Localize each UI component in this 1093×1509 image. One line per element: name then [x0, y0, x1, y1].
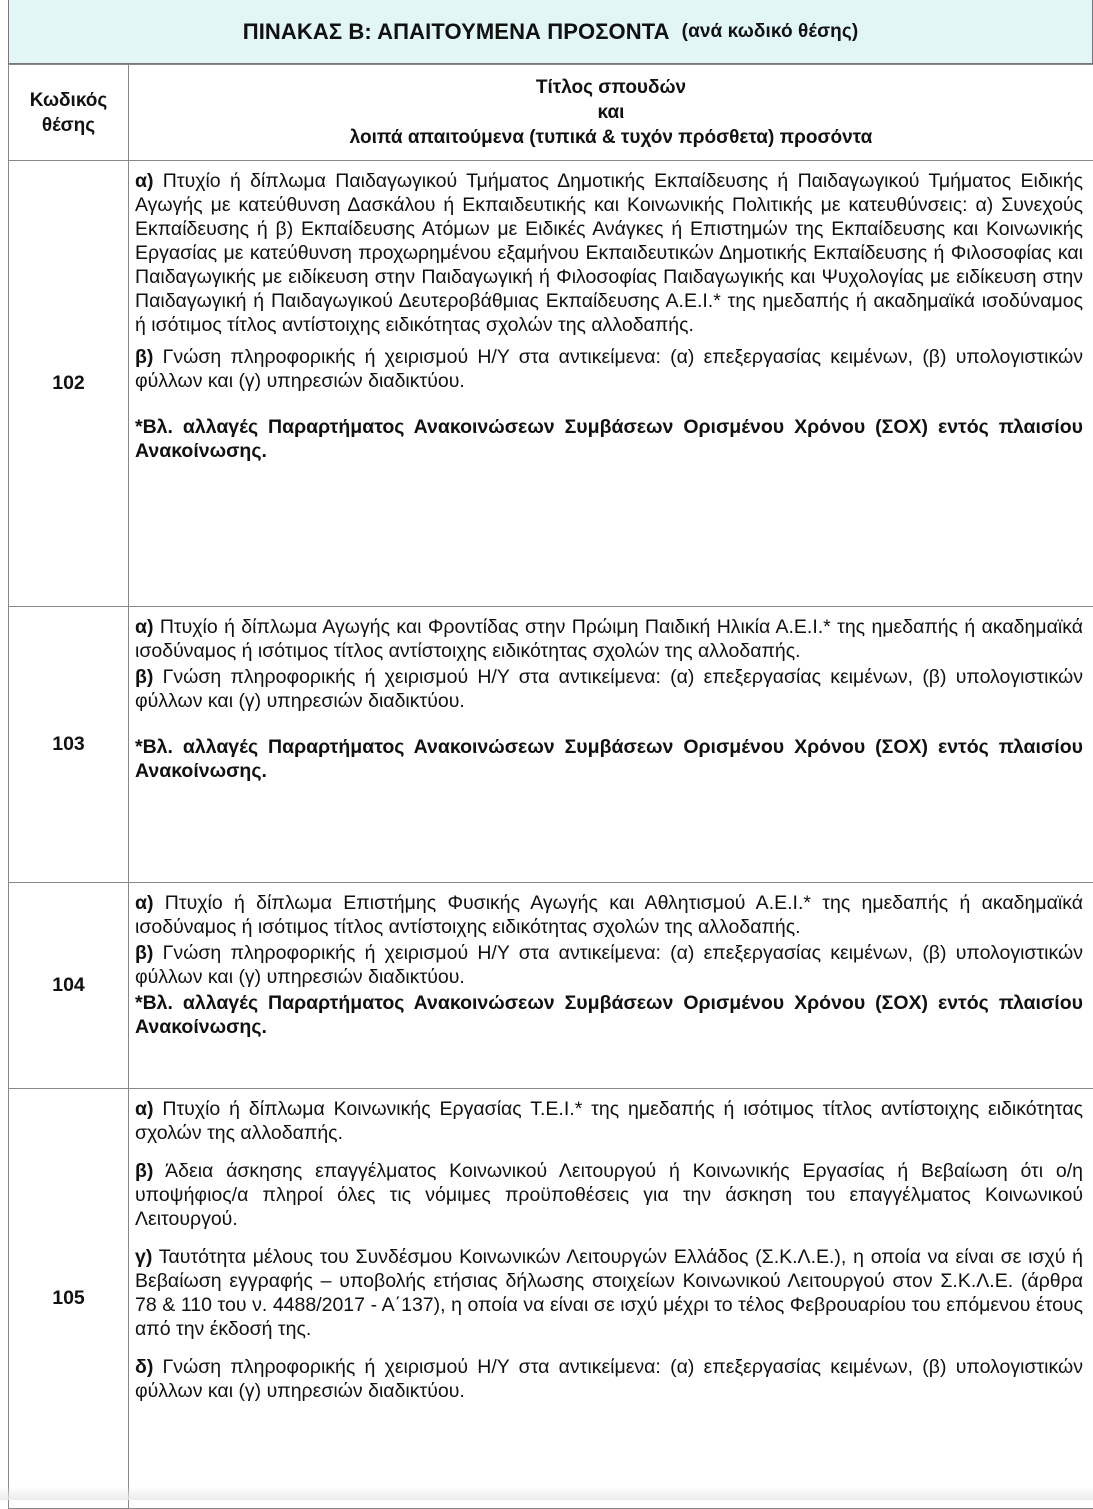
item-label: α): [135, 892, 153, 914]
item-text: Πτυχίο ή δίπλωμα Κοινωνικής Εργασίας Τ.Ε.Ι.* της ημεδαπής ή ισότιμος τίτλος αντίστοιχης ειδικότητας σχολών της αλλοδαπής.: [135, 1098, 1083, 1144]
position-code: 102: [9, 161, 129, 607]
table-row: [9, 161, 1093, 607]
item-label: β): [135, 666, 153, 688]
item-text: Γνώση πληροφορικής ή χειρισμού Η/Υ στα αντικείμενα: (α) επεξεργασίας κειμένων, (β) υπολογιστικών φύλλων και (γ) υπηρεσιών διαδικτύου.: [135, 942, 1083, 988]
changes-note: *Βλ. αλλαγές Παραρτήματος Ανακοινώσεων Συμβάσεων Ορισμένου Χρόνου (ΣΟΧ) εντός πλαισίου Ανακοίνωσης.: [135, 415, 1083, 463]
qualification-item: [135, 665, 1083, 713]
item-text: Ταυτότητα μέλους του Συνδέσμου Κοινωνικών Λειτουργών Ελλάδος (Σ.Κ.Λ.Ε.), η οποία να είναι σε ισχύ ή Βεβαίωση εγγραφής – υποβολής ετήσιας δήλωσης στοιχείων Κοινωνικού Λειτουργού στον Σ.Κ.Λ.Ε. (άρθρα 78 & 110 του ν. 4488/2017 - Α΄137), η οποία να είναι σε ισχύ μέχρι το τέλος Φεβρουαρίου του επόμενου έτους από την έκδοσή της.: [135, 1246, 1083, 1340]
item-label: δ): [135, 1356, 153, 1378]
changes-note: *Βλ. αλλαγές Παραρτήματος Ανακοινώσεων Συμβάσεων Ορισμένου Χρόνου (ΣΟΧ) εντός πλαισίου Ανακοίνωσης.: [135, 991, 1083, 1039]
table-row: [9, 883, 1093, 1089]
item-label: β): [135, 346, 153, 368]
item-label: α): [135, 616, 153, 638]
qualifications-cell: [129, 607, 1093, 883]
qualifications-cell: [129, 161, 1093, 607]
qualification-item: [135, 615, 1083, 663]
qualification-item: [135, 941, 1083, 989]
item-label: β): [135, 1160, 153, 1182]
qualifications-cell: [129, 883, 1093, 1089]
position-code: 105: [9, 1089, 129, 1509]
column-header-qualifications: [129, 65, 1093, 161]
table-subtitle: (ανά κωδικό θέσης): [682, 21, 859, 43]
column-header-code: [9, 65, 129, 161]
qualification-item: [135, 891, 1083, 939]
column-header-title-line1: Τίτλος σπουδών: [133, 75, 1089, 100]
item-text: Άδεια άσκησης επαγγέλματος Κοινωνικού Λειτουργού ή Κοινωνικής Εργασίας ή Βεβαίωση ότι ο/η υποψήφιος/α πληροί όλες τις νόμιμες προϋποθέσεις για την άσκηση του επαγγέλματος Κοινωνικού Λειτουργού.: [135, 1160, 1083, 1230]
qualification-item: [135, 345, 1083, 393]
item-text: Πτυχίο ή δίπλωμα Αγωγής και Φροντίδας στην Πρώιμη Παιδική Ηλικία Α.Ε.Ι.* της ημεδαπής ή ακαδημαϊκά ισοδύναμος ή ισότιμος τίτλος αντίστοιχης ειδικότητας σχολών της αλλοδαπής.: [135, 616, 1083, 662]
column-header-code-line2: θέσης: [13, 113, 124, 138]
table-title-bar: [8, 0, 1093, 64]
column-header-title-line2: και: [133, 100, 1089, 125]
item-text: Γνώση πληροφορικής ή χειρισμού Η/Υ στα αντικείμενα: (α) επεξεργασίας κειμένων, (β) υπολογιστικών φύλλων και (γ) υπηρεσιών διαδικτύου.: [135, 346, 1083, 392]
table-header-row: [9, 65, 1093, 161]
qualifications-cell: [129, 1089, 1093, 1509]
qualification-item: [135, 1355, 1083, 1403]
column-header-title-line3: λοιπά απαιτούμενα (τυπικά & τυχόν πρόσθετα) προσόντα: [133, 125, 1089, 150]
table-row: [9, 607, 1093, 883]
requirements-table: [8, 64, 1093, 1509]
bottom-scroll-fade: [0, 1486, 1093, 1500]
changes-note: *Βλ. αλλαγές Παραρτήματος Ανακοινώσεων Συμβάσεων Ορισμένου Χρόνου (ΣΟΧ) εντός πλαισίου Ανακοίνωσης.: [135, 735, 1083, 783]
table-row: [9, 1089, 1093, 1509]
position-code: 103: [9, 607, 129, 883]
item-label: α): [135, 170, 153, 192]
item-text: Πτυχίο ή δίπλωμα Παιδαγωγικού Τμήματος Δημοτικής Εκπαίδευσης ή Παιδαγωγικού Τμήματος Ειδικής Αγωγής με κατεύθυνση Δασκάλου ή Εκπαιδευτικής και Κοινωνικής Πολιτικής με κατευθύνσεις: α) Συνεχούς Εκπαίδευσης ή β) Εκπαίδευσης Ατόμων με Ειδικές Ανάγκες ή Επιστημών της Εκπαίδευσης και Κοινωνικής Εργασίας με κατεύθυνση προχωρημένου εξαμήνου Εκπαιδευτικών Δημοτικής Εκπαίδευσης ή Φιλοσοφίας και Παιδαγωγικής με ειδίκευση στην Παιδαγωγική ή Φιλοσοφίας Παιδαγωγικής και Ψυχολογίας με ειδίκευση στην Παιδαγωγική ή Παιδαγωγικού Δευτεροβάθμιας Εκπαίδευσης Α.Ε.Ι.* της ημεδαπής ή ακαδημαϊκά ισοδύναμος ή ισότιμος τίτλος αντίστοιχης ειδικότητας σχολών της αλλοδαπής.: [135, 170, 1083, 336]
qualification-item: [135, 169, 1083, 337]
column-header-code-line1: Κωδικός: [13, 88, 124, 113]
item-text: Πτυχίο ή δίπλωμα Επιστήμης Φυσικής Αγωγής και Αθλητισμού Α.Ε.Ι.* της ημεδαπής ή ακαδημαϊκά ισοδύναμος ή ισότιμος τίτλος αντίστοιχης ειδικότητας σχολών της αλλοδαπής.: [135, 892, 1083, 938]
item-label: β): [135, 942, 153, 964]
qualification-item: [135, 1245, 1083, 1341]
position-code: 104: [9, 883, 129, 1089]
item-label: γ): [135, 1246, 152, 1268]
qualification-item: [135, 1159, 1083, 1231]
item-text: Γνώση πληροφορικής ή χειρισμού Η/Υ στα αντικείμενα: (α) επεξεργασίας κειμένων, (β) υπολογιστικών φύλλων και (γ) υπηρεσιών διαδικτύου.: [135, 666, 1083, 712]
qualification-item: [135, 1097, 1083, 1145]
item-text: Γνώση πληροφορικής ή χειρισμού Η/Υ στα αντικείμενα: (α) επεξεργασίας κειμένων, (β) υπολογιστικών φύλλων και (γ) υπηρεσιών διαδικτύου.: [135, 1356, 1083, 1402]
item-label: α): [135, 1098, 153, 1120]
table-title: ΠΙΝΑΚΑΣ Β: ΑΠΑΙΤΟΥΜΕΝΑ ΠΡΟΣΟΝΤΑ: [243, 19, 670, 45]
